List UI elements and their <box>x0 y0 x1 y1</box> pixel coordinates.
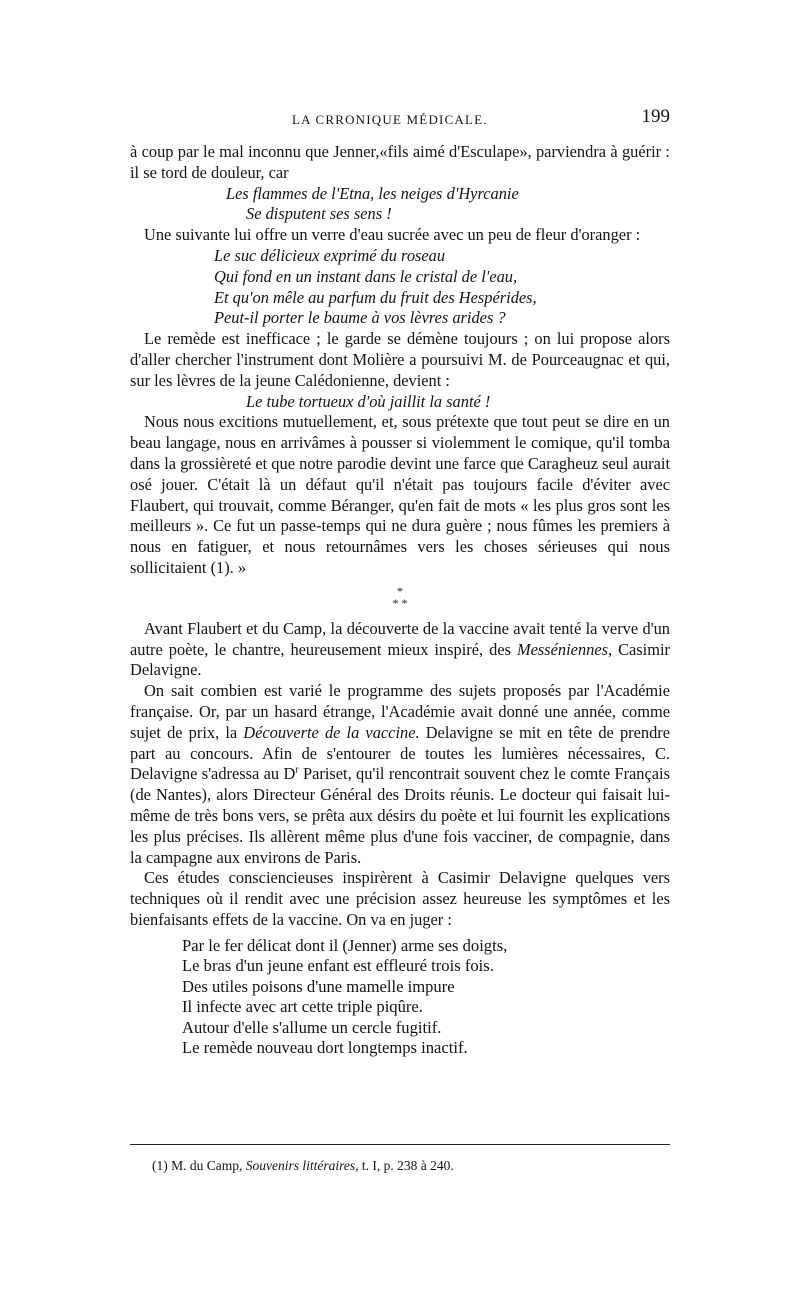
text-run: Avant Flaubert et du Camp, la découverte de la vaccine avait tenté la verve d'un autre poète, le chantre, heureusement mieux inspiré, des <box>130 618 670 659</box>
body-text <box>130 142 670 1059</box>
paragraph-excitions: Nous nous excitions mutuellement, et, sous prétexte que tout peut se dire en un beau langage, nous en arrivâmes à pousser si violemment le comique, qu'il tomba dans la grossièreté et que notre parodie devint une farce que Caragheuz seul aurait osé jouer. C'était là un défaut qu'il n'était pas toujours facile d'éviter avec Flaubert, qui trouvait, comme Béranger, qu'en fait de mots « les plus gros sont les meilleurs ». Ce fut un passe-temps qui ne dura guère ; nous fûmes les premiers à nous en fatiguer, et nous retournâmes vers les choses sérieuses qui nous sollicitaient (1). » <box>130 412 670 577</box>
text-run: , t. I, p. 238 à 240. <box>355 1158 454 1173</box>
paragraph-suivante: Une suivante lui offre un verre d'eau sucrée avec un peu de fleur d'oranger : <box>144 225 641 245</box>
verse-tube <box>130 392 670 413</box>
italic-title: Découverte de la vaccine. <box>243 722 420 742</box>
paragraph-academie <box>130 681 670 868</box>
text-run: Delavigne se mit en tête de prendre part au concours. Afin de s'entourer de toutes les lumières nécessaires, C. Delavigne s'adressa au D <box>130 722 670 784</box>
footnote <box>152 1158 454 1174</box>
section-asterism <box>130 585 670 609</box>
text-run: On sait combien est varié le programme des sujets proposés par l'Académie française. Or, par un hasard étrange, l'Académie avait donné une année, comme sujet de prix, la <box>130 681 670 742</box>
paragraph-remede: Le remède est inefficace ; le garde se démène toujours ; on lui propose alors d'aller chercher l'instrument dont Molière a poursuivi M. de Pourceaugnac et qui, sur les lèvres de la jeune Calédonienne, devient : <box>130 329 670 390</box>
italic-title: Messéniennes <box>516 639 608 659</box>
verse-line: Des utiles poisons d'une mamelle impure <box>182 976 455 996</box>
verse-line: Le tube tortueux d'où jaillit la santé ! <box>246 391 491 411</box>
running-title: LA CRRONIQUE MÉDICALE. <box>292 112 488 127</box>
text-run: Pariset, qu'il rencontrait souvent chez le comte Français (de Nantes), alors Directeur Général des Droits réunis. Le docteur qui faisait lui-même de très bons vers, se prêta aux désirs du poète et lui fournit les explications les plus précises. Ils allèrent même plus d'une fois vacciner, de compagnie, dans la campagne aux environs de Paris. <box>130 764 670 867</box>
verse-line: Par le fer délicat dont il (Jenner) arme ses doigts, <box>182 935 508 955</box>
verse-roseau <box>130 246 670 329</box>
verse-line: Le bras d'un jeune enfant est effleuré trois fois. <box>182 956 494 976</box>
text-run: , Casimir Delavigne. <box>130 639 670 680</box>
paragraph-avant-flaubert <box>130 619 670 681</box>
asterism-top: * <box>397 583 403 598</box>
paragraph-etudes: Ces études consciencieuses inspirèrent à Casimir Delavigne quelques vers techniques où il rendit avec une précision assez heureuse les symptômes et les bienfaisants effets de la vaccine. On va en juger : <box>130 868 670 929</box>
verse-vaccine <box>130 936 670 1059</box>
paragraph-continuation: à coup par le mal inconnu que Jenner,«fils aimé d'Esculape», parviendra à guérir : il se tord de douleur, car <box>130 142 670 182</box>
verse-line: Il infecte avec art cette triple piqûre. <box>182 997 423 1017</box>
verse-line: Le remède nouveau dort longtemps inactif. <box>182 1038 468 1058</box>
page-header <box>130 106 670 132</box>
italic-title: Souvenirs littéraires <box>245 1158 356 1173</box>
page-number: 199 <box>641 106 670 127</box>
verse-line: Peut-il porter le baume à vos lèvres arides ? <box>214 308 506 328</box>
verse-line: Se disputent ses sens ! <box>246 204 392 224</box>
verse-line: Les flammes de l'Etna, les neiges d'Hyrcanie <box>226 183 519 203</box>
verse-line: Et qu'on mêle au parfum du fruit des Hespérides, <box>214 287 537 307</box>
superscript: r <box>295 764 299 776</box>
verse-line: Qui fond en un instant dans le cristal de l'eau, <box>214 266 518 286</box>
footnote-rule <box>130 1144 670 1145</box>
asterism-bottom: * * <box>392 595 408 610</box>
verse-etna <box>130 184 670 226</box>
verse-line: Autour d'elle s'allume un cercle fugitif. <box>182 1017 442 1037</box>
text-run: (1) M. du Camp, <box>152 1158 246 1173</box>
verse-line: Le suc délicieux exprimé du roseau <box>214 245 446 265</box>
